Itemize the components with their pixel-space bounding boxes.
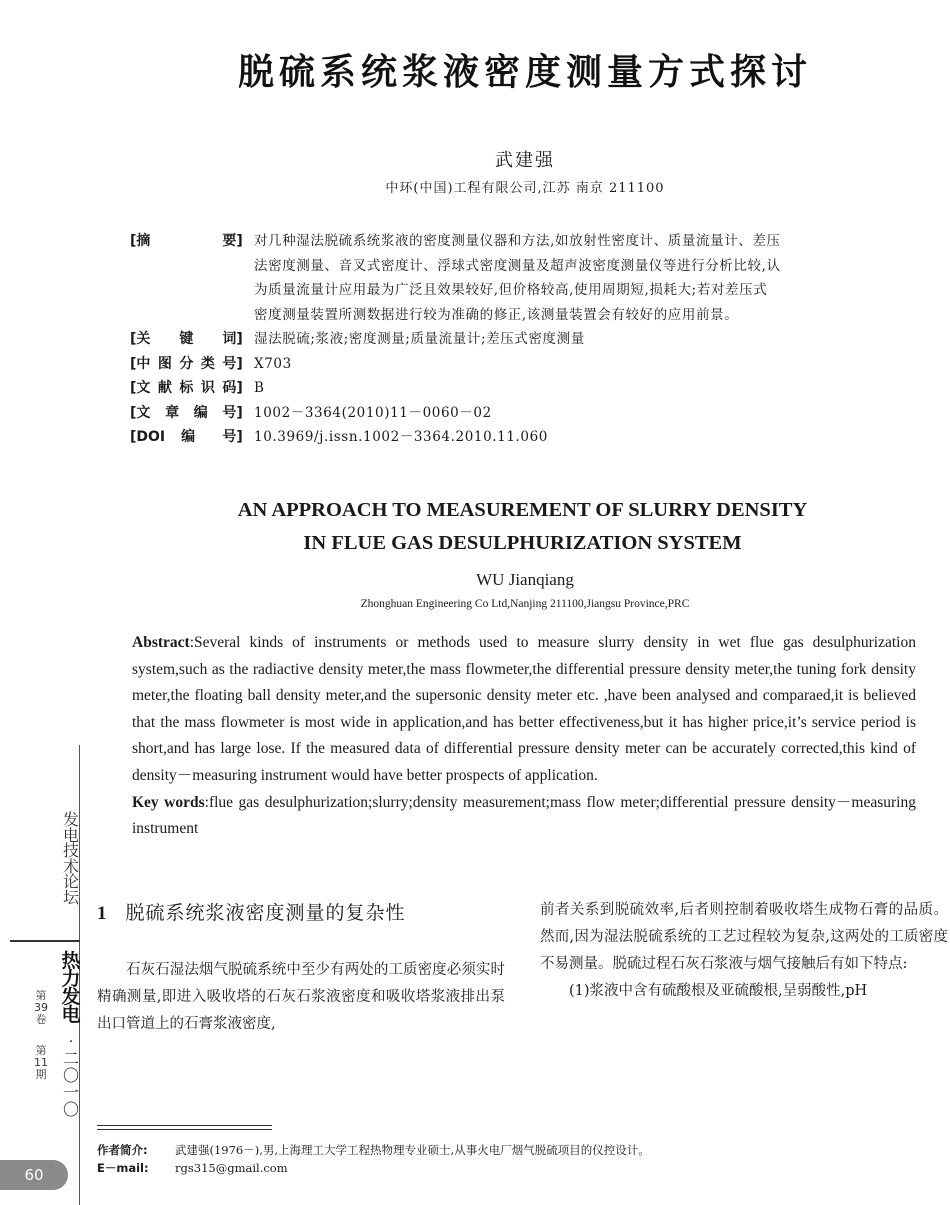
article-no-label: 文 章 编 号 <box>136 404 237 421</box>
section-heading <box>97 898 406 925</box>
paper-title-en <box>150 494 895 560</box>
clc-label: 中图分类号 <box>136 355 237 372</box>
journal-issue: 第 11 期 <box>34 1044 48 1081</box>
page-number: 60 <box>0 1160 68 1190</box>
footnote-rule <box>97 1129 272 1130</box>
meta-doc-code: [文献标识码] B <box>130 376 920 401</box>
meta-keywords: [关 键 词] 湿法脱硫;浆液;密度测量;质量流量计;差压式密度测量 <box>130 327 920 352</box>
body-paragraph: 前者关系到脱硫效率,后者则控制着吸收塔生成物石膏的品质。然而,因为湿法脱硫系统的工艺过程较为复杂,这两处的工质密度不易测量。脱硫过程石灰石浆液与烟气接触后有如下特点: <box>540 902 948 972</box>
abstract-line: 密度测量装置所测数据进行较为准确的修正,该测量装置会有较好的应用前景。 <box>254 306 739 323</box>
footnote-author-label: 作者简介: <box>97 1143 148 1157</box>
body-paragraph: 石灰石湿法烟气脱硫系统中至少有两处的工质密度必须实时精确测量,即进入吸收塔的石灰石浆液密度和吸收塔浆液排出泵出口管道上的石膏浆液密度, <box>97 962 505 1032</box>
journal-volume: 第 39 卷 <box>34 989 48 1026</box>
footnote-email-label: E－mail: <box>97 1161 149 1175</box>
meta-abstract: [摘 要] 对几种湿法脱硫系统浆液的密度测量仪器和方法,如放射性密度计、质量流量计、差压 法密度测量、音叉式密度计、浮球式密度测量及超声波密度测量仪等进行分析比较,认 为质量流量计应用最为广泛且效果较好,但价格较高,使用周期短,损耗大;若对差压式 密度测量装置所测数据进行较为准确的修正,该测量装置会有较好的应用前景。 <box>130 229 920 327</box>
body-column-right <box>540 897 948 1005</box>
meta-doi: [DOI 编 号] 10.3969/j.issn.1002－3364.2010.11.060 <box>130 425 920 450</box>
margin-divider <box>10 940 80 942</box>
keywords-en-label: Key words <box>132 793 205 811</box>
meta-article-no: [文 章 编 号] 1002－3364(2010)11－0060－02 <box>130 401 920 426</box>
keywords-label: 关 键 词 <box>136 331 237 347</box>
abstract-label: 摘 要 <box>136 233 237 249</box>
footnote-rule <box>97 1125 272 1126</box>
keywords-en-text: :flue gas desulphurization;slurry;density measurement;mass flow meter;differential pressure density－measuring instrument <box>132 793 916 838</box>
title-en-line: IN FLUE GAS DESULPHURIZATION SYSTEM <box>303 532 742 554</box>
journal-separator: · <box>68 1034 74 1050</box>
doi-label: DOI 编 号 <box>136 429 237 445</box>
author-name-en: WU Jianqiang <box>476 570 574 589</box>
abstract-line: 法密度测量、音叉式密度计、浮球式密度测量及超声波密度测量仪等进行分析比较,认 <box>254 257 781 274</box>
title-en-line: AN APPROACH TO MEASUREMENT OF SLURRY DENSITY <box>237 499 808 521</box>
section-number: 1 <box>97 903 108 924</box>
doc-code-value: B <box>254 380 265 396</box>
keywords-value: 湿法脱硫;浆液;密度测量;质量流量计;差压式密度测量 <box>254 331 585 347</box>
journal-year: 二 〇 一 〇 <box>62 1049 79 1119</box>
section-title: 脱硫系统浆液密度测量的复杂性 <box>125 902 406 924</box>
section-tag: 发 电 技 术 论 坛 <box>62 810 79 907</box>
abstract-en-text: :Several kinds of instruments or methods used to measure slurry density in wet flue gas desulphurization system,such as the radiactive density meter,the mass flowmeter,the differential pressure density meter,the tuning fork density meter,the floating ball density meter,and the supersonic density meter etc. ,have been analysed and comparaed,it is believed that the mass flowmeter is most wide in application,and has better effectiveness,but it has higher price,it’s service period is short,and has large lose. If the measured data of differential pressure density meter can be accurately corrected,this kind of density－measuring instrument would have better prospects of application. <box>132 634 916 784</box>
affiliation-cn: 中环(中国)工程有限公司,江苏 南京 211100 <box>385 181 665 196</box>
paper-title-cn: 脱硫系统浆液密度测量方式探讨 <box>237 51 812 93</box>
body-column-left <box>97 957 505 1038</box>
footnote <box>97 1141 650 1177</box>
affiliation-en: Zhonghuan Engineering Co Ltd,Nanjing 211100,Jiangsu Province,PRC <box>360 598 690 610</box>
journal-name: 热 力 发 电 <box>61 950 81 1026</box>
doi-value: 10.3969/j.issn.1002－3364.2010.11.060 <box>254 429 548 445</box>
body-paragraph: (1)浆液中含有硫酸根及亚硫酸根,呈弱酸性,pH <box>569 983 868 999</box>
meta-block <box>130 229 920 450</box>
abstract-en <box>132 630 916 843</box>
author-name-cn: 武建强 <box>495 150 555 171</box>
abstract-line: 对几种湿法脱硫系统浆液的密度测量仪器和方法,如放射性密度计、质量流量计、差压 <box>254 233 781 249</box>
article-no-value: 1002－3364(2010)11－0060－02 <box>254 404 492 421</box>
doc-code-label: 文献标识码 <box>136 380 237 396</box>
abstract-line: 为质量流量计应用最为广泛且效果较好,但价格较高,使用周期短,损耗大;若对差压式 <box>254 282 768 298</box>
footnote-author-text: 武建强(1976－),男,上海理工大学工程热物理专业硕士,从事火电厂烟气脱硫项目的仪控设计。 <box>175 1143 650 1157</box>
footnote-email-text: rgs315@gmail.com <box>175 1161 288 1175</box>
meta-clc: [中图分类号] X703 <box>130 352 920 377</box>
abstract-en-label: Abstract <box>132 634 190 651</box>
clc-value: X703 <box>254 355 292 372</box>
